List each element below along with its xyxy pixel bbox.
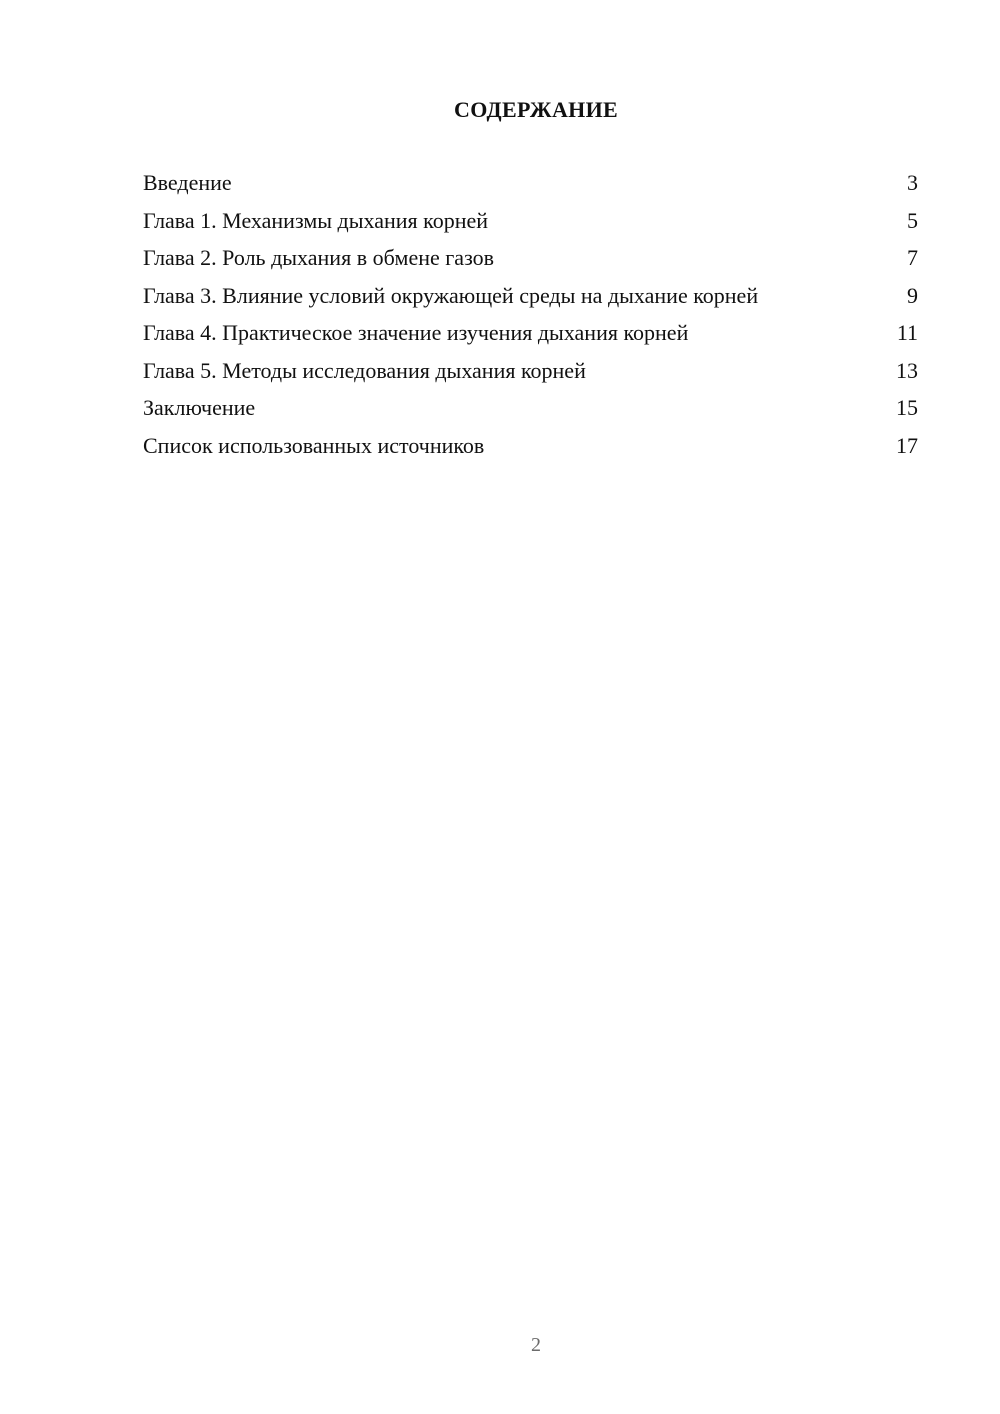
page-number: 2 [531,1334,541,1356]
toc-entry-label: Глава 3. Влияние условий окружающей среды на дыхание корней [143,282,759,308]
toc-entry-label: Список использованных источников [143,432,485,458]
toc-entry-chapter-5 [143,358,918,384]
toc-entry-references [143,433,918,459]
toc-entry-label: Глава 4. Практическое значение изучения дыхания корней [143,320,689,345]
toc-entry-page: 13 [896,357,918,383]
toc-entry-page: 3 [907,170,918,195]
toc-entry-label: Глава 5. Методы исследования дыхания корней [143,357,586,383]
toc-entry-chapter-4 [143,320,918,346]
toc-entry-introduction [143,170,918,196]
toc-entry-page: 17 [896,432,918,458]
toc-title: СОДЕРЖАНИЕ [454,97,618,122]
table-of-contents [143,170,918,470]
toc-entry-page: 5 [907,207,918,233]
toc-entry-page: 9 [907,282,918,308]
toc-entry-chapter-3 [143,283,918,309]
toc-entry-label: Заключение [143,395,256,420]
toc-entry-label: Глава 2. Роль дыхания в обмене газов [143,245,495,270]
toc-entry-chapter-1 [143,208,918,234]
toc-entry-label: Введение [143,170,232,195]
toc-entry-chapter-2 [143,245,918,271]
toc-entry-conclusion [143,395,918,421]
toc-entry-page: 11 [896,320,918,345]
toc-entry-page: 15 [896,395,918,420]
toc-entry-page: 7 [907,245,918,270]
toc-entry-label: Глава 1. Механизмы дыхания корней [143,207,489,233]
